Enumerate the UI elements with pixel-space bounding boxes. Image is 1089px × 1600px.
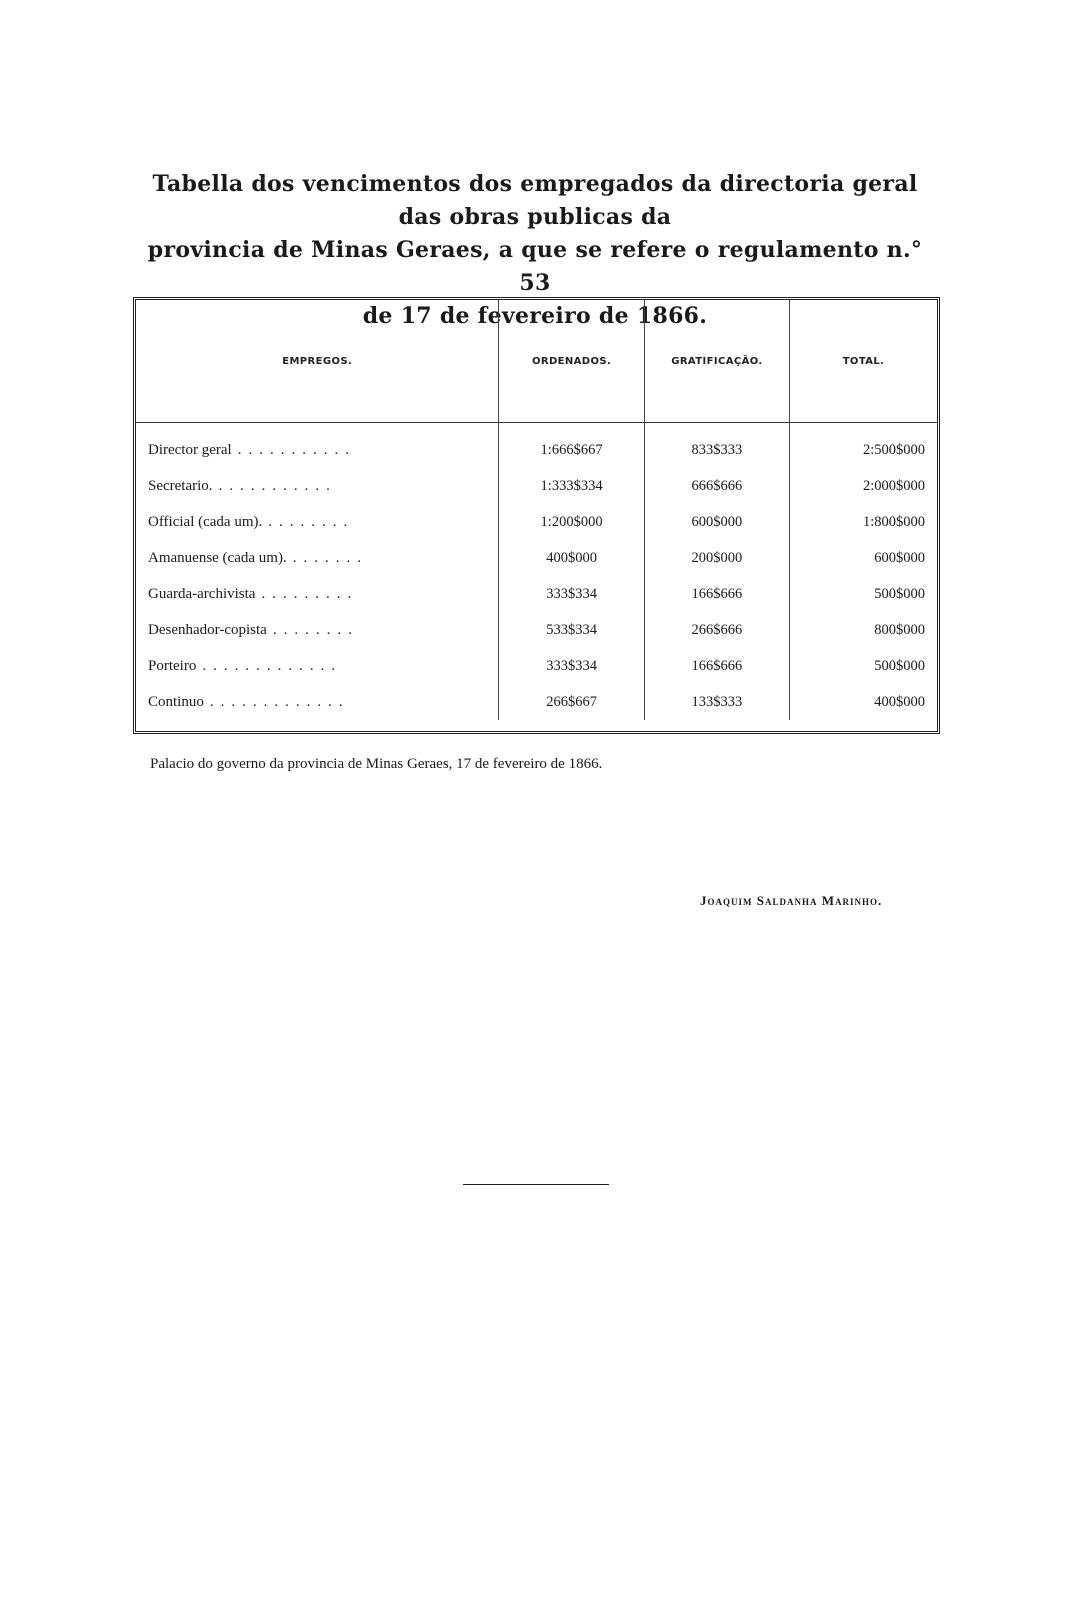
emprego-label: Guarda-archivista	[148, 585, 256, 602]
cell-emprego: Porteiro .............	[148, 657, 343, 674]
cell-ordenado: 400$000	[499, 540, 644, 576]
table-row	[136, 504, 937, 540]
emprego-label: Director geral	[148, 441, 232, 458]
title-line-1: Tabella dos vencimentos dos empregados da directoria geral das obras publicas da	[152, 171, 918, 230]
cell-ordenado: 266$667	[499, 684, 644, 720]
emprego-label: Desenhador-copista	[148, 621, 267, 638]
header-ordenados: ORDENADOS.	[499, 300, 644, 423]
table-row	[136, 540, 937, 576]
emprego-label: Amanuense (cada um).	[148, 549, 287, 566]
cell-gratificacao: 666$666	[644, 468, 789, 504]
cell-emprego: Guarda-archivista .........	[148, 585, 359, 602]
signature: Joaquim Saldanha Marinho.	[700, 893, 883, 908]
cell-ordenado: 1:200$000	[499, 504, 644, 540]
cell-emprego: Director geral ...........	[148, 441, 356, 458]
title-line-2: provincia de Minas Geraes, a que se refere o regulamento n.° 53	[147, 237, 923, 296]
cell-gratificacao: 166$666	[644, 576, 789, 612]
place-date-note: Palacio do governo da provincia de Minas Geraes, 17 de fevereiro de 1866.	[150, 756, 603, 772]
cell-gratificacao: 133$333	[644, 684, 789, 720]
table-row	[136, 468, 937, 504]
emprego-label: Secretario.	[148, 477, 213, 494]
table-row	[136, 648, 937, 684]
closing-rule	[463, 1184, 609, 1185]
header-empregos: EMPREGOS.	[136, 300, 499, 423]
cell-total: 600$000	[790, 540, 937, 576]
cell-gratificacao: 266$666	[644, 612, 789, 648]
cell-emprego: Official (cada um). ........	[148, 513, 355, 530]
cell-emprego: Amanuense (cada um). .......	[148, 549, 368, 566]
cell-emprego: Desenhador-copista ........	[148, 621, 359, 638]
table-header-row	[136, 300, 937, 423]
cell-emprego: Secretario. ...........	[148, 477, 337, 494]
cell-ordenado: 333$334	[499, 576, 644, 612]
emprego-label: Continuo	[148, 693, 204, 710]
table-row	[136, 612, 937, 648]
cell-total: 2:500$000	[790, 423, 937, 469]
salary-table	[136, 300, 937, 720]
cell-ordenado: 333$334	[499, 648, 644, 684]
table-row	[136, 423, 937, 469]
cell-total: 500$000	[790, 648, 937, 684]
table-row	[136, 684, 937, 720]
cell-ordenado: 533$334	[499, 612, 644, 648]
cell-ordenado: 1:666$667	[499, 423, 644, 469]
cell-total: 1:800$000	[790, 504, 937, 540]
cell-total: 500$000	[790, 576, 937, 612]
emprego-label: Official (cada um).	[148, 513, 263, 530]
cell-total: 400$000	[790, 684, 937, 720]
cell-emprego: Continuo .............	[148, 693, 350, 710]
salary-table-frame	[133, 297, 940, 734]
cell-total: 800$000	[790, 612, 937, 648]
emprego-label: Porteiro	[148, 657, 197, 674]
cell-gratificacao: 833$333	[644, 423, 789, 469]
cell-gratificacao: 600$000	[644, 504, 789, 540]
cell-gratificacao: 166$666	[644, 648, 789, 684]
cell-ordenado: 1:333$334	[499, 468, 644, 504]
cell-total: 2:000$000	[790, 468, 937, 504]
header-gratificacao: GRATIFICAÇÃO.	[644, 300, 789, 423]
header-total: TOTAL.	[790, 300, 937, 423]
title-line-3: de 17 de fevereiro de 1866.	[362, 303, 708, 329]
cell-gratificacao: 200$000	[644, 540, 789, 576]
table-row	[136, 576, 937, 612]
